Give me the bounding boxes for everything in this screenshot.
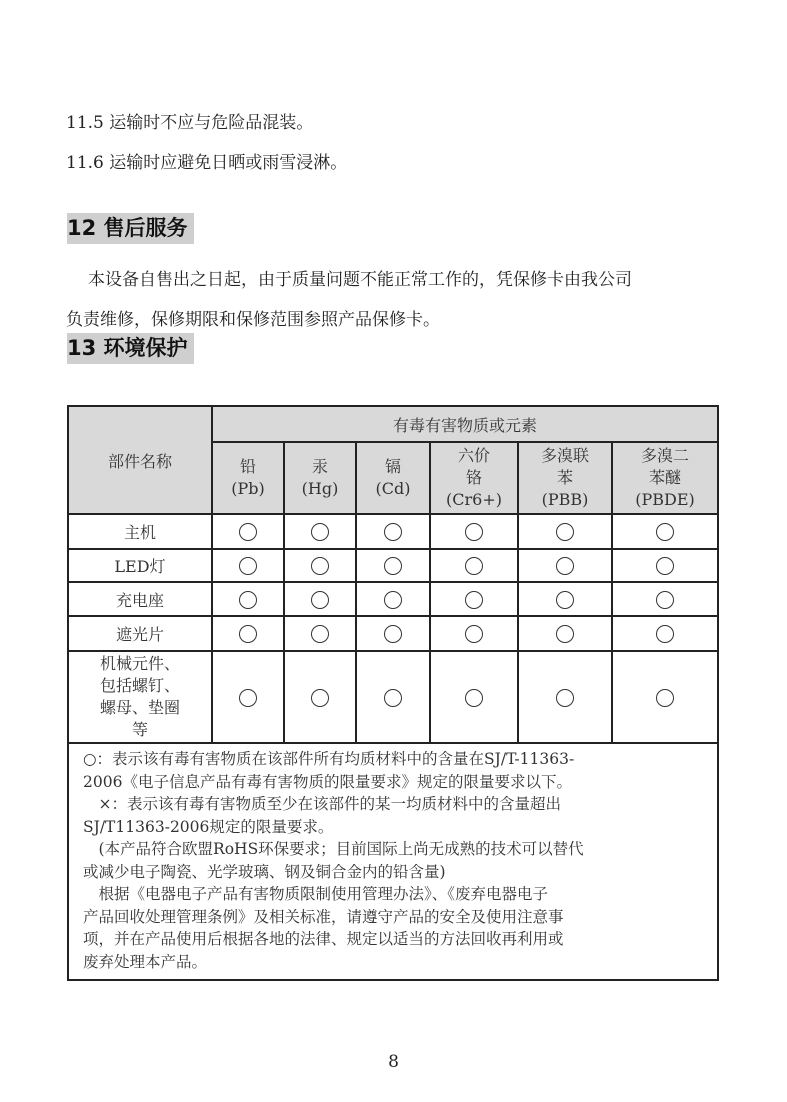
substance-header-pb: 铅 (Pb) (212, 442, 284, 514)
table-row (68, 582, 718, 616)
note-line: 项，并在产品使用后根据各地的法律、规定以适当的方法回收再利用或 (83, 930, 564, 948)
note-line: 或减少电子陶瓷、光学玻璃、钢及铜合金内的铅含量) (83, 862, 446, 881)
table-notes (68, 743, 718, 980)
circle-icon (465, 689, 483, 707)
note-line: 2006《电子信息产品有毒有害物质的限量要求》规定的限量要求以下。 (83, 772, 572, 791)
circle-icon (311, 523, 329, 541)
circle-icon (465, 557, 483, 575)
table-row (68, 549, 718, 582)
section-12-paragraph-line-1: 本设备自售出之日起，由于质量问题不能正常工作的，凭保修卡由我公司 (88, 270, 632, 290)
circle-icon (556, 591, 574, 609)
substance-group-header: 有毒有害物质或元素 (212, 406, 718, 442)
circle-icon (556, 689, 574, 707)
table-row (68, 651, 718, 743)
substance-header-cd: 镉 (Cd) (356, 442, 430, 514)
circle-icon (656, 625, 674, 643)
circle-icon (465, 591, 483, 609)
part-name-header: 部件名称 (68, 406, 212, 514)
note-line: ×：表示该有毒有害物质至少在该部件的某一均质材料中的含量超出 (83, 795, 561, 813)
circle-icon (239, 523, 257, 541)
circle-icon (465, 523, 483, 541)
circle-icon (384, 591, 402, 609)
hazardous-substances-table (67, 405, 719, 981)
note-line: SJ/T11363-2006规定的限量要求。 (83, 817, 334, 836)
part-name-cell: 机械元件、 包括螺钉、 螺母、垫圈 等 (68, 651, 212, 743)
substance-header-hg: 汞 (Hg) (284, 442, 356, 514)
section-12-paragraph-line-2: 负责维修，保修期限和保修范围参照产品保修卡。 (66, 310, 440, 330)
circle-icon (556, 523, 574, 541)
circle-icon (239, 625, 257, 643)
circle-icon (311, 625, 329, 643)
circle-icon (656, 557, 674, 575)
note-line: 废弃处理本产品。 (83, 952, 208, 971)
circle-icon (311, 591, 329, 609)
section-13-heading: 13 环境保护 (67, 333, 194, 364)
note-line: ○：表示该有毒有害物质在该部件所有均质材料中的含量在SJ/T-11363- (83, 750, 575, 768)
table-row (68, 616, 718, 651)
substance-header-cr6: 六价 铬 (Cr6+) (430, 442, 518, 514)
circle-icon (384, 689, 402, 707)
table-row (68, 514, 718, 549)
substance-header-pbb: 多溴联 苯 (PBB) (518, 442, 612, 514)
table-header-row-1 (68, 406, 718, 442)
circle-icon (384, 557, 402, 575)
circle-icon (556, 557, 574, 575)
part-name-cell: 主机 (68, 514, 212, 549)
note-line: 产品回收处理管理条例》及相关标准，请遵守产品的安全及使用注意事 (83, 907, 564, 926)
section-12-heading: 12 售后服务 (67, 213, 194, 244)
part-name-cell: LED灯 (68, 549, 212, 582)
transport-item-11-5: 11.5 运输时不应与危险品混装。 (66, 113, 314, 133)
note-line: (本产品符合欧盟RoHS环保要求；目前国际上尚无成熟的技术可以替代 (83, 840, 584, 858)
transport-item-11-6: 11.6 运输时应避免日晒或雨雪浸淋。 (66, 153, 348, 173)
circle-icon (556, 625, 574, 643)
circle-icon (656, 689, 674, 707)
circle-icon (465, 625, 483, 643)
circle-icon (656, 591, 674, 609)
circle-icon (239, 689, 257, 707)
circle-icon (384, 625, 402, 643)
circle-icon (311, 689, 329, 707)
substance-header-pbde: 多溴二 苯醚 (PBDE) (612, 442, 718, 514)
part-name-cell: 遮光片 (68, 616, 212, 651)
part-name-cell: 充电座 (68, 582, 212, 616)
note-line: 根据《电器电子产品有害物质限制使用管理办法》、《废弃电器电子 (83, 885, 549, 903)
circle-icon (311, 557, 329, 575)
page-number: 8 (388, 1052, 399, 1072)
circle-icon (239, 557, 257, 575)
circle-icon (384, 523, 402, 541)
circle-icon (656, 523, 674, 541)
notes-row (68, 743, 718, 980)
circle-icon (239, 591, 257, 609)
